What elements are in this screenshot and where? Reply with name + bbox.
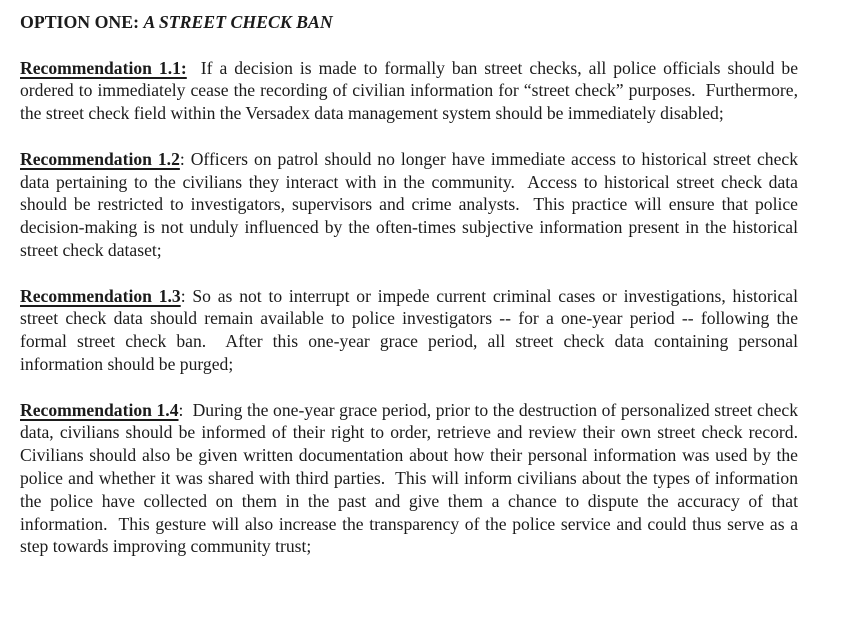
title-emphasis: A STREET CHECK BAN [143, 12, 333, 32]
title-text: OPTION ONE: [20, 12, 144, 32]
recommendation-1-3-label: Recommendation 1.3 [20, 285, 181, 306]
recommendation-1-2-label: Recommendation 1.2 [20, 148, 180, 169]
recommendation-paragraph-1-1 [20, 57, 803, 125]
document-title [20, 11, 798, 34]
recommendation-1-3-text: So as not to interrupt or impede current criminal cases or investigations, historical street check data should remain available to police investigators -- for a one-year period -- following the formal street check ban. After this one-year grace period, all street check data containing personal information should be purged; [20, 285, 803, 374]
recommendation-1-4-separator: : [178, 399, 193, 420]
recommendation-1-4-text: During the one-year grace period, prior to the destruction of personalized street check data, civilians should be informed of their right to order, retrieve and review their own street check record. Civilians should also be given written documentation about how their personal information was used by the police and whether it was shared with third parties. This will inform civilians about the types of information the police have collected on them in the past and give them a chance to dispute the accuracy of that information. This gesture will also increase the transparency of the police service and could thus serve as a step towards improving community trust; [20, 399, 807, 557]
recommendation-paragraph-1-2 [20, 148, 803, 262]
recommendation-1-2-text: Officers on patrol should no longer have immediate access to historical street check data pertaining to the civilians they interact with in the community. Access to historical street check data should be restricted to investigators, supervisors and crime analysts. This practice will ensure that police decision-making is not unduly influenced by the often-times subjective information present in the historical street check dataset; [20, 148, 803, 260]
recommendation-paragraph-1-4 [20, 399, 807, 559]
recommendation-1-1-separator [187, 58, 201, 78]
recommendation-paragraph-1-3 [20, 285, 803, 376]
recommendation-1-4-label: Recommendation 1.4 [20, 399, 179, 420]
recommendation-1-1-text: If a decision is made to formally ban street checks, all police officials should be ordered to immediately cease the recording of civilian information for “street check” purposes. Furthermore, the street check field within the Versadex data management system should be immediately disabled; [20, 57, 803, 124]
recommendation-1-3-separator: : [180, 285, 193, 306]
recommendation-1-2-separator: : [179, 148, 191, 169]
recommendation-1-1-label: Recommendation 1.1: [20, 57, 187, 78]
